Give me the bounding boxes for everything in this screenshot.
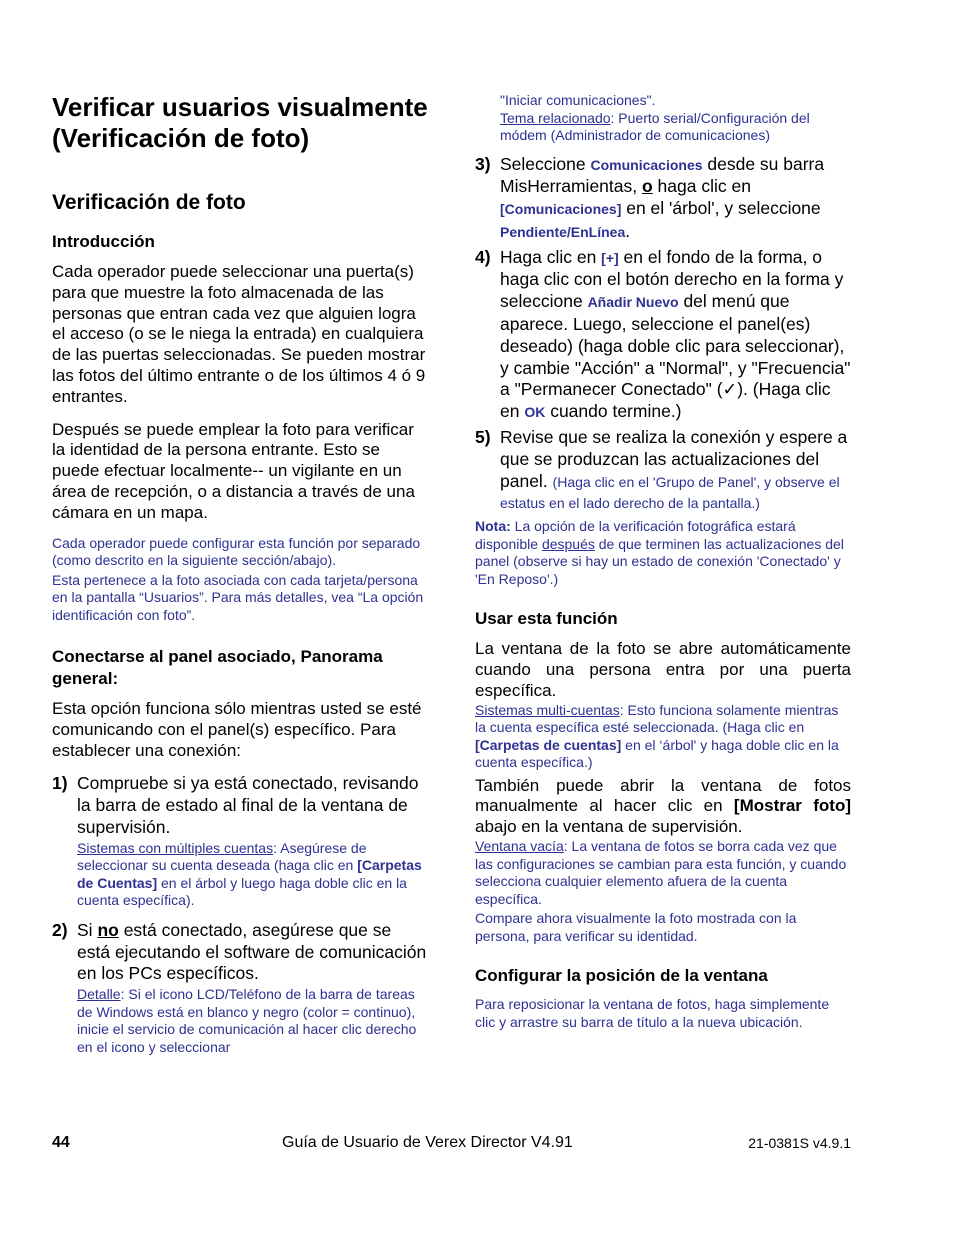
use-paragraph-1: La ventana de la foto se abre automáticamente cuando una persona entra por una puerta específica. (475, 639, 851, 700)
connect-paragraph: Esta opción funciona sólo mientras usted se esté comunicando con el panel(s) específico. Para establecer una conexión: (52, 699, 422, 760)
config-heading: Configurar la posición de la ventana (475, 966, 768, 986)
step-number: 4) (475, 246, 491, 267)
page-number: 44 (52, 1134, 70, 1151)
compare-note: Compare ahora visualmente la foto mostrada con la persona, para verificar su identidad. (475, 910, 797, 944)
right-column (475, 92, 851, 1031)
add-new-ref: Añadir Nuevo (587, 294, 679, 311)
step-5 (475, 427, 851, 514)
step-text: Seleccione Comunicaciones desde su barra MisHerramientas, o haga clic en [Comunicaciones] en el 'árbol', y seleccione Pendiente/EnLínea. (500, 153, 825, 241)
empty-window-link[interactable]: Ventana vacía (475, 838, 564, 855)
pending-online-ref: Pendiente/EnLínea (500, 223, 626, 240)
photo-note: Nota: La opción de la verificación fotográfica estará disponible después de que terminen las actualizaciones del panel (observe si hay un estado de conexión 'Conectado' y 'En Reposo'.) (475, 518, 844, 587)
use-paragraph-2: También puede abrir la ventana de fotos manualmente al hacer clic en [Mostrar foto] abajo en la ventana de supervisión. (475, 775, 852, 837)
left-column (52, 92, 428, 1056)
multi-accounts-link[interactable]: Sistemas multi-cuentas (475, 701, 620, 718)
page-title: Verificar usuarios visualmente (Verificación de foto) (52, 92, 428, 153)
intro-heading: Introducción (52, 232, 155, 251)
related-topic-note: Tema relacionado: Puerto serial/Configuración del módem (Administrador de comunicaciones) (500, 109, 810, 143)
config-note: Para reposicionar la ventana de fotos, haga simplemente clic y arrastre su barra de título a la nueva ubicación. (475, 996, 830, 1030)
related-topic-link[interactable]: Tema relacionado (500, 109, 611, 126)
ok-button-ref: OK (524, 404, 546, 421)
intro-paragraph-1: Cada operador puede seleccionar una puerta(s) para que muestre la foto almacenada de las personas que entran cada vez que alguien logra el acceso (o se le niega la entrada) en cualquiera de las puertas seleccionadas. Se pueden mostrar las fotos del último entrante o de los últimos 4 ó 9 entrantes. (52, 262, 426, 406)
step-2 (52, 920, 428, 1056)
detail-link[interactable]: Detalle (77, 986, 121, 1003)
add-button-ref: [+] (601, 249, 619, 266)
multi-account-link[interactable]: Sistemas con múltiples cuentas (77, 839, 274, 856)
section-heading: Verificación de foto (52, 191, 246, 214)
footer-title: Guía de Usuario de Verex Director V4.91 (282, 1134, 573, 1151)
step-3 (475, 154, 851, 244)
document-revision: 21-0381S v4.9.1 (748, 1135, 851, 1151)
step-1 (52, 773, 428, 909)
empty-window-note: Ventana vacía: La ventana de fotos se borra cada vez que las configuraciones se cambian para esta función, y cuando selecciona cualquier elemento afuera de la cuenta específica. (475, 838, 847, 907)
step-note: Detalle: Si el icono LCD/Teléfono de la barra de tareas de Windows está en blanco y negro (color = continuo), inicie el servicio de comunicación al hacer clic derecho en el icono y seleccionar (77, 986, 417, 1055)
step-text: Si no está conectado, asegúrese que se está ejecutando el software de comunicación en los PCs específicos. (77, 919, 427, 984)
step-4 (475, 247, 851, 424)
show-photo-ref: [Mostrar foto] (733, 796, 852, 816)
note-label: Nota: (475, 518, 511, 535)
step-note: (Haga clic en el 'Grupo de Panel', y observe el estatus en el lado derecho de la pantalla.) (500, 473, 840, 512)
continued-quote: "Iniciar comunicaciones". (500, 92, 656, 108)
use-heading: Usar esta función (475, 609, 618, 629)
communications-menu-ref: Comunicaciones (590, 156, 703, 173)
step-number: 5) (475, 427, 491, 448)
multi-account-note: Sistemas multi-cuentas: Esto funciona solamente mientras la cuenta específica esté seleccionada. (Haga clic en [Carpetas de cuentas] en el ‘árbol' y haga doble clic en la cuenta específica.) (475, 701, 839, 771)
step-text: Compruebe si ya está conectado, revisando la barra de estado al final de la ventana de supervisión. (77, 773, 419, 838)
step-number: 2) (52, 919, 68, 940)
account-folders-ref: [Carpetas de Cuentas] (77, 857, 422, 891)
note-configure: Cada operador puede configurar esta función por separado (como descrito en la siguiente sección/abajo). (52, 534, 421, 569)
communications-tree-ref: [Comunicaciones] (500, 201, 622, 218)
step-number: 3) (475, 153, 491, 174)
step-text: Revise que se realiza la conexión y espere a que se produzcan las actualizaciones del panel. (Haga clic en el 'Grupo de Panel', y observe el estatus en el lado derecho de la pantalla.) (500, 427, 848, 512)
connect-heading: Conectarse al panel asociado, Panorama general: (52, 647, 383, 689)
step-text: Haga clic en [+] en el fondo de la forma, o haga clic con el botón derecho en la forma y seleccione Añadir Nuevo del menú que aparece. Luego, seleccione el panel(es) deseado) (haga doble clic para seleccionar), y cambie "Acción" a "Normal", y "Frecuencia" a "Permanecer Conectado" (✓). (Haga clic en OK cuando termine.) (500, 246, 851, 422)
note-users-photo: Esta pertenece a la foto asociada con cada tarjeta/persona en la pantalla “Usuarios”. Para más detalles, vea “La opción identificación con foto”. (52, 571, 424, 623)
intro-paragraph-2: Después se puede emplear la foto para verificar la identidad de la persona entrante. Esto se puede efectuar localmente-- un vigilante en un área de recepción, o a distancia a través de una cámara en un mapa. (52, 419, 415, 522)
step-note: Sistemas con múltiples cuentas: Asegúrese de seleccionar su cuenta deseada (haga clic en [Carpetas de Cuentas] en el árbol y luego haga doble clic en la cuenta específica). (77, 839, 422, 909)
step-number: 1) (52, 773, 68, 794)
